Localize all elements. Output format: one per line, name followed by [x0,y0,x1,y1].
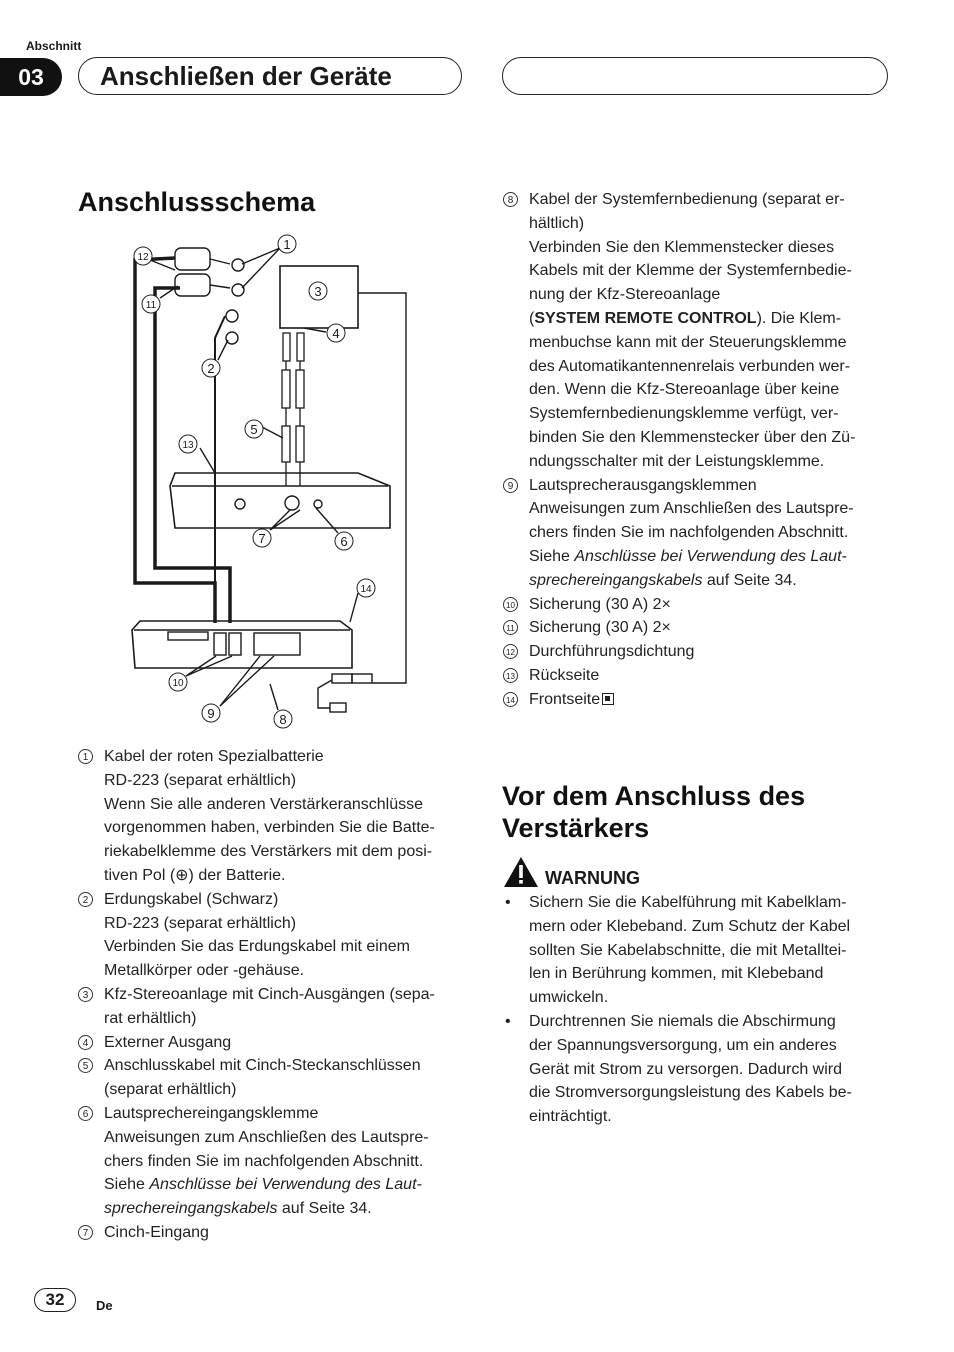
callout-label: 11 [145,300,157,311]
callout-label: 6 [340,534,348,549]
callout-5 [245,420,263,438]
item-number: 11 [503,620,518,635]
header-empty-frame [502,57,888,95]
item-line: menbuchse kann mit der Steuerungsklemme [529,333,847,351]
item-line: RD-223 (separat erhältlich) [104,914,297,932]
callout-label: 12 [137,252,149,263]
ref-prefix: Siehe [529,547,575,565]
item-line: Lautsprechereingangsklemme [104,1104,319,1122]
item-line: Anweisungen zum Anschließen des Lautspre- [529,500,854,518]
callout-label: 2 [207,361,215,376]
item-number: 9 [503,478,518,493]
item-line: riekabelklemme des Verstärkers mit dem posi- [104,843,433,861]
bullet-line: • Durchtrennen Sie niemals die Abschirmung [529,1012,836,1030]
list-item [503,616,903,640]
bullet-line: Gerät mit Strom zu versorgen. Dadurch wird [529,1060,842,1078]
warning-bullets [503,891,903,1129]
item-line: (separat erhältlich) [104,1081,237,1099]
item-line: chers finden Sie im nachfolgenden Abschnitt. [104,1152,424,1170]
warning-icon [503,856,539,888]
ref-title: sprechereingangskabels [104,1200,278,1218]
item-reference [104,1197,468,1221]
item-number: 7 [78,1225,93,1240]
list-item [503,688,903,712]
callout-13 [179,435,197,453]
callout-label: 10 [172,678,184,689]
item-line: rat erhältlich) [104,1009,197,1027]
end-mark-icon [602,693,614,705]
item-line: Kfz-Stereoanlage mit Cinch-Ausgängen (sepa- [104,985,435,1003]
item-line: den. Wenn die Kfz-Stereoanlage über keine [529,381,840,399]
section-heading-vor-dem-anschluss [502,780,805,844]
item-number: 8 [503,192,518,207]
wiring-diagram [120,228,420,736]
list-item [503,891,903,1010]
callout-1 [278,235,296,253]
item-text: Frontseite [529,690,601,708]
callout-label: 14 [360,584,372,595]
callout-8 [274,710,292,728]
list-item [78,1031,468,1055]
callout-10 [169,673,187,691]
item-line: vorgenommen haben, verbinden Sie die Batte- [104,819,435,837]
item-line: Sicherung (30 A) 2× [529,619,671,637]
legend-list-left [78,745,468,1245]
item-number: 2 [78,892,93,907]
callout-2 [202,359,220,377]
callout-11 [142,295,160,313]
ref-title: Anschlüsse bei Verwendung des Laut- [149,1176,422,1194]
item-number: 6 [78,1106,93,1121]
callout-3 [309,282,327,300]
item-number: 4 [78,1035,93,1050]
item-line-bold [529,307,903,331]
control-name: SYSTEM REMOTE CONTROL [534,309,757,327]
item-line: des Automatikantennenrelais verbunden wer- [529,357,851,375]
list-item [503,188,903,474]
item-line: Wenn Sie alle anderen Verstärkeranschlüsse [104,795,423,813]
item-line: Anschlusskabel mit Cinch-Steckanschlüssen [104,1057,421,1075]
item-line: Durchführungsdichtung [529,643,695,661]
page-number: 32 [34,1288,76,1312]
callout-label: 13 [182,440,194,451]
list-item [78,1054,468,1102]
list-item [503,664,903,688]
item-number: 13 [503,668,518,683]
item-number: 14 [503,692,518,707]
callout-7 [253,529,271,547]
bullet-line: len in Berührung kommen, mit Klebeband [529,965,824,983]
ref-title: sprechereingangskabels [529,571,703,589]
item-line: Verbinden Sie den Klemmenstecker dieses [529,238,835,256]
warning-label: WARNUNG [545,868,640,888]
item-line: Anweisungen zum Anschließen des Lautspre- [104,1128,429,1146]
item-reference [104,1173,468,1197]
list-item [503,593,903,617]
language-code: De [96,1298,113,1313]
item-line: RD-223 (separat erhältlich) [104,771,297,789]
ref-title: Anschlüsse bei Verwendung des Laut- [574,547,847,565]
list-item [78,1102,468,1221]
callout-4 [327,324,345,342]
bullet-line: einträchtigt. [529,1108,612,1126]
item-line: ndungsschalter mit der Leistungsklemme. [529,452,825,470]
item-reference [529,569,903,593]
heading-line: Vor dem Anschluss des [502,781,806,811]
callout-label: 1 [283,237,291,252]
callout-label: 8 [279,712,287,727]
section-heading-anschlussschema: Anschlussschema [78,187,316,217]
callout-6 [335,532,353,550]
item-number: 5 [78,1058,93,1073]
item-line: Metallkörper oder -gehäuse. [104,962,305,980]
item-line: Verbinden Sie das Erdungskabel mit einem [104,938,410,956]
list-item [503,1010,903,1129]
warning-header [503,856,640,888]
callout-label: 7 [258,531,266,546]
bullet-line: der Spannungsversorgung, um ein anderes [529,1036,837,1054]
chapter-number-badge: 03 [0,58,62,96]
chapter-title: Anschließen der Geräte [100,61,392,91]
callout-9 [202,704,220,722]
item-line: binden Sie den Klemmenstecker über den Zü- [529,428,856,446]
item-line: Kabel der roten Spezialbatterie [104,748,324,765]
item-number: 10 [503,597,518,612]
item-line: tiven Pol (⊕) der Batterie. [104,866,286,884]
text-fragment: ). Die Klem- [756,309,842,327]
item-line: Externer Ausgang [104,1033,232,1051]
section-label: Abschnitt [26,39,82,53]
text-fragment: ( [529,309,535,327]
item-line: Lautsprecherausgangsklemmen [529,476,757,494]
item-line [529,688,903,712]
ref-suffix: auf Seite 34. [702,571,797,589]
callout-12 [134,247,152,265]
item-line: hältlich) [529,214,585,232]
item-line: Rückseite [529,666,600,684]
item-number: 1 [78,749,93,764]
item-line: chers finden Sie im nachfolgenden Abschnitt. [529,524,849,542]
list-item [503,640,903,664]
list-item [78,983,468,1031]
callout-label: 9 [207,706,215,721]
callout-label: 3 [314,284,322,299]
ref-prefix: Siehe [104,1176,150,1194]
bullet-line: sollten Sie Kabelabschnitte, die mit Metalltei- [529,941,847,959]
list-item [503,474,903,593]
item-line: Kabels mit der Klemme der Systemfernbedie- [529,262,852,280]
bullet-line: • Sichern Sie die Kabelführung mit Kabelklam- [529,894,847,911]
item-line: Systemfernbedienungsklemme verfügt, ver- [529,405,839,423]
bullet-line: die Stromversorgungsleistung des Kabels be- [529,1084,852,1102]
list-item [78,1221,468,1245]
list-item [78,745,468,888]
bullet-line: umwickeln. [529,989,609,1007]
legend-list-right [503,188,903,712]
item-line: Erdungskabel (Schwarz) [104,890,279,908]
ref-suffix: auf Seite 34. [277,1200,372,1218]
item-line: nung der Kfz-Stereoanlage [529,286,721,304]
list-item [78,888,468,983]
item-number: 3 [78,987,93,1002]
item-line: Kabel der Systemfernbedienung (separat er- [529,191,845,208]
callout-label: 4 [332,326,340,341]
callout-14 [357,579,375,597]
heading-line: Verstärkers [502,813,650,843]
callout-label: 5 [250,422,258,437]
item-number: 12 [503,644,518,659]
item-line: Cinch-Eingang [104,1223,209,1241]
bullet-line: mern oder Klebeband. Zum Schutz der Kabel [529,917,851,935]
item-line: Sicherung (30 A) 2× [529,595,671,613]
item-reference [529,545,903,569]
